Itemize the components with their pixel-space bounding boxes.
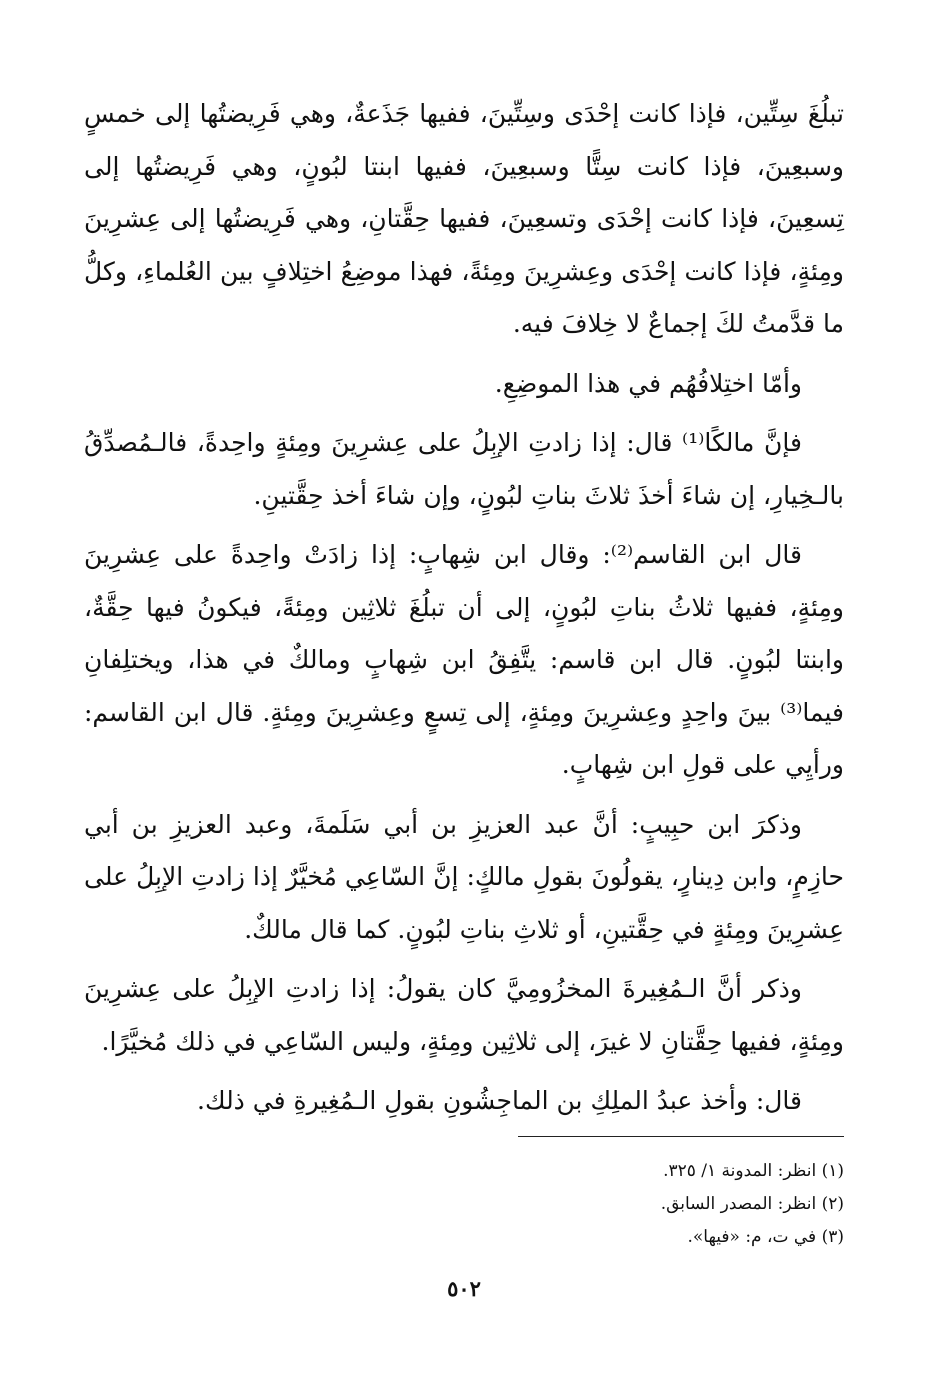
footnote-separator bbox=[518, 1136, 844, 1137]
paragraph-5: وذكرَ ابن حبِيبٍ: أنَّ عبد العزيزِ بن أبي سَلَمةَ، وعبد العزيزِ بن أبي حازِمٍ، وابن دِينارٍ، يقولُونَ بقولِ مالكٍ: إنَّ السّاعِي مُخيَّرٌ إذا زادتِ الإبِلُ على عِشرِينَ ومِئةٍ في حِقَّتينِ، أو ثلاثِ بناتِ لبُونٍ. كما قال مالكٌ. bbox=[84, 809, 844, 944]
page-number: ٥٠٢ bbox=[447, 1276, 481, 1301]
footnote-3: (٣) في ت، م: «فيها». bbox=[687, 1227, 844, 1247]
paragraph-7: قال: وأخذ عبدُ الملِكِ بن الماجِشُونِ بقولِ الـمُغِيرةِ في ذلك. bbox=[197, 1086, 802, 1115]
paragraph-3: فإنَّ مالكًا⁽¹⁾ قال: إذا زادتِ الإبِلُ على عِشرِينَ ومِئةٍ واحِدةً، فالـمُصدِّقُ بالـخِيارِ، إن شاءَ أخذَ ثلاثَ بناتِ لبُونٍ، وإن شاءَ أخذ حِقَّتينِ. bbox=[84, 428, 844, 510]
footnote-2: (٢) انظر: المصدر السابق. bbox=[660, 1194, 844, 1214]
main-text bbox=[84, 88, 844, 1128]
paragraph-4: قال ابن القاسم⁽²⁾: وقال ابن شِهابٍ: إذا زادَتْ واحِدةً على عِشرِينَ ومِئةٍ، ففيها ثلاثُ بناتِ لبُونٍ، إلى أن تبلُغَ ثلاثِين ومِئةً، فيكونُ فيها حِقَّةٌ، وابنتا لبُونٍ. قال ابن قاسم: يتَّفِقُ ابن شِهابٍ ومالكٌ في هذا، ويختلِفانِ فيما⁽³⁾ بينَ واحِدٍ وعِشرِينَ ومِئةٍ، إلى تِسعٍ وعِشرِينَ ومِئةٍ. قال ابن القاسم: ورأيِي على قولِ ابن شِهابٍ. bbox=[84, 540, 844, 779]
paragraph-6: وذكر أنَّ الـمُغِيرةَ المخزُومِيَّ كان يقولُ: إذا زادتِ الإبِلُ على عِشرِينَ ومِئةٍ، ففيها حِقَّتانِ لا غيرَ، إلى ثلاثِين ومِئةٍ، وليس السّاعِي في ذلك مُخيَّرًا. bbox=[84, 974, 844, 1056]
document-page bbox=[84, 88, 844, 1348]
footnote-1: (١) انظر: المدونة ١/ ٣٢٥. bbox=[663, 1161, 844, 1181]
footnotes bbox=[84, 1155, 844, 1254]
paragraph-2: وأمّا اختِلافُهُم في هذا الموضِعِ. bbox=[494, 368, 802, 398]
paragraph-1: تبلُغَ سِتِّين، فإذا كانت إحْدَى وسِتِّينَ، ففيها جَذَعةٌ، وهي فَرِيضتُها إلى خمسٍ وسبعِينَ، فإذا كانت سِتًّا وسبعِينَ، ففيها ابنتا لبُونٍ، وهي فَرِيضتُها إلى تِسعِينَ، فإذا كانت إحْدَى وتسعِينَ، ففيها حِقَّتانِ، وهي فَرِيضتُها إلى عِشرِينَ ومِئةٍ، فإذا كانت إحْدَى وعِشرِينَ ومِئةً، فهذا موضِعُ اختِلافٍ بين العُلماءِ، وكلُّ ما قدَّمتُ لكَ إجماعٌ لا خِلافَ فيه. bbox=[84, 99, 844, 338]
